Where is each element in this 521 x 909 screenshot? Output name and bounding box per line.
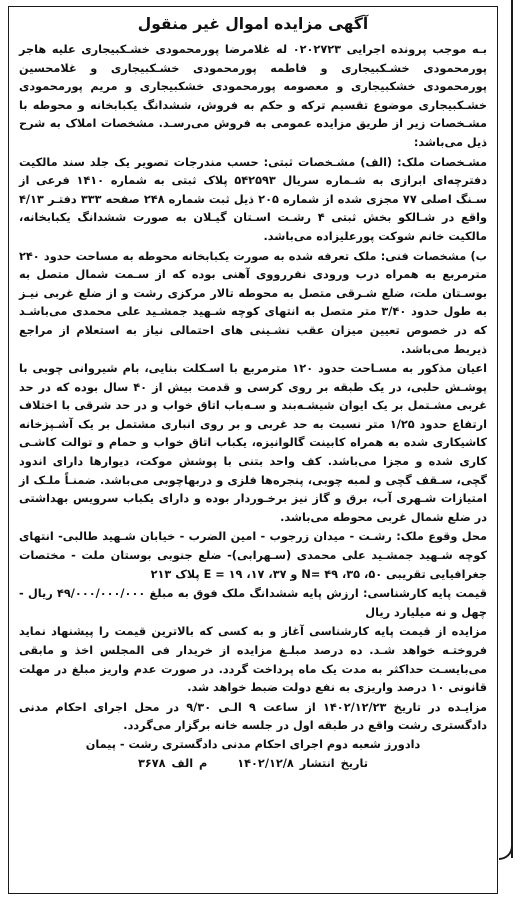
notice-title: آگهی مزایده اموال غیر منقول xyxy=(137,15,369,33)
technical-specs-paragraph: ب) مشخصات فنی: ملک تعرفه شده به صورت یکبابخانه محوطه به مساحت حدود ۲۴۰ مترمربع به همراه درب ورودی نفررووی آهنی بوده که از سـمت شمال متصل به بوسـتان ملت، ضلع شـرقی متصل به محوطه تالار مرکزی رشت و از ضلع غربی نیـز به طول حدود ۳/۴۰ متر متصل به انتهای کوچه شـهید جمشـید علی محمدی می‌باشـد که در خصوص تعیین میزان عقب نشـینی های احتمالی نیاز به استعلام از مراجع ذیربط می‌باشد. xyxy=(19,249,487,356)
notice-body xyxy=(19,41,487,736)
registration-specs-paragraph: مشـخصات ملک: (الف) مشـخصات ثبتی: حسب مندرجات تصویر یک جلد سند مالکیت دفترچه‌ای ابرازی به شـماره سریال ۵۴۲۵۹۳ پلاک ثبتی به شماره ۱۴۱۰ فرعی از سـنگ اصلی ۷۷ مجزی شده از شماره ۲۰۵ ذیل ثبت شماره ۲۴۸ صفحه ۳۳۳ دفتـر ۴/۱۳ واقع در شـالکو بخش ثبتی ۴ رشـت اسـتان گیـلان به صورت ششدانگ یکبابخانه، مالکیت خانم شوکت پورعلیزاده می‌باشد. xyxy=(19,155,488,243)
publish-date: تاریخ انتشار ۱۴۰۲/۱۲/۸ xyxy=(237,756,368,770)
intro-paragraph: بـه موجب پرونده اجرایی ۰۲۰۲۷۲۳ له غلامرضا پورمحمودی خشـکبیجاری علیه هاجر پورمحمودی خشـکبیجاری و فاطمه پورمحمودی خشـکبیجاری و غلامحسین پورمحمودی خشکبیجاری و معصومه پورمحمودی خشکبیجاری و مریم پورمحمودی خشـکبیجاری موضوع تقسیم ترکه و حکم به فروش، ششدانگ یکبابخانه و محوطه با مشـخصات زیر از طریق مزایده عمومی به فروش می‌رسـد. مشخصات املاک به شرح ذیل می‌باشد: xyxy=(19,43,487,149)
publish-info xyxy=(19,755,487,774)
auction-terms-paragraph: مزایده از قیمت پایه کارشناسی آغاز و به کسی که بالاترین قیمت را پیشنهاد نماید فروختـه خواهد شـد. ده درصد مبلـغ مزایده از خریدار فی المجلس اخذ و مابقی می‌بایسـت حداکثر به مدت یک ماه پرداخت گردد. در صورت عدم واریز مبلغ در مهلت قانونی ۱۰ درصد واریزی به نفع دولت ضبط خواهد شد. xyxy=(19,625,487,695)
building-description-paragraph: اعیان مذکور به مسـاحت حدود ۱۲۰ مترمربع با اسـکلت بنایی، بام شیروانی چوبی با پوشـش حلبی، در یک طبقه بر روی کرسی و قدمت بیش از ۴۰ سال بوده که در حد غربی مشـتمل بر یک ایوان شیشـه‌بند و سـه‌باب اتاق خواب و در حد شرقی با اختلاف ارتفاع حدود ۱/۲۵ متر نسبت به حد غربی و بر روی انباری مشتمل بر یک آشـپزخانه کاشیکاری شده به همراه کابینت گالوانیزه، یکباب اتاق خواب و حمام و توالت کاشـی کاری شده و مجزا می‌باشد. کف واحد بتنی با پوشش موکت، دیوارها دارای اندود گچی، سـقف گچی و لمبه چوبی، پنجره‌ها فلزی و دربهاچوبی می‌باشد. ضمنـاً ملـک از امتیازات شـهری آب، برق و گاز نیز برخـوردار بوده و دارای یکباب سرویس بهداشتی در ضلع شمال غربی محوطه می‌باشد. xyxy=(19,362,488,524)
base-price-paragraph: قیمت پایه کارشناسی: ارزش پایه ششدانگ ملک فوق به مبلغ ۴۹/۰۰۰/۰۰۰/۰۰۰ ریال - چهل و نه میلیارد ریال xyxy=(19,587,487,619)
property-location-paragraph: محل وقوع ملک: رشـت - میدان زرجوب - امین الضرب - خیابان شـهید طالبی- انتهای کوچه شـهید جمشـید علی محمدی (سـهرابی)- ضلع جنوبی بوستان ملت - مختصات جغرافیایی تقریبی ۵۰، ۳۵، ۴۹ =N و ۳۷، ۱۷، ۱۹ = E پلاک ۲۱۳ xyxy=(19,530,487,581)
auction-date-paragraph: مزایـده در تاریخ ۱۴۰۲/۱۲/۲۳ از ساعت ۹ الـی ۹/۳۰ در محل اجرای احکام مدنی دادگستری رشت واقع در طبقه اول در جلسه خانه برگزار می‌گردد. xyxy=(19,700,488,733)
auction-notice xyxy=(8,6,498,894)
reference-code: م الف ۳۶۷۸ xyxy=(138,756,208,770)
page-edge-rule xyxy=(511,0,513,858)
signature-line: دادورز شعبه دوم اجرای احکام مدنی دادگستری رشت - پیمان xyxy=(85,737,421,751)
